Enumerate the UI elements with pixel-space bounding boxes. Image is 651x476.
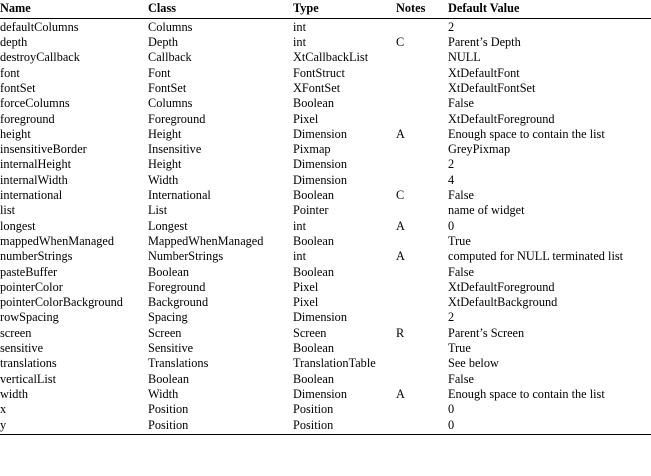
cell-type: XFontSet [293,80,341,95]
cell-default-value: 0 [448,417,651,434]
cell-default-value: 0 [448,402,455,417]
cell-class: MappedWhenManaged [148,233,264,248]
cell-name: rowSpacing [0,310,59,325]
cell-class: Columns [148,96,193,111]
cell-name: verticalList [0,371,56,386]
table-row [0,142,651,157]
table-row [0,19,651,35]
cell-type: Boolean [293,371,334,386]
cell-default-value: NULL [448,50,481,65]
table-row [0,50,651,65]
cell-default-value: False [448,188,474,203]
cell-name: forceColumns [0,96,70,111]
cell-name: width [0,386,29,401]
cell-default-value: XtDefaultFontSet [448,80,536,95]
cell-class: Depth [148,35,179,50]
cell-default-value: 2 [448,19,455,34]
cell-type: XtCallbackList [293,50,369,65]
cell-notes [396,142,448,157]
table-row [0,310,651,325]
table-row [0,233,651,248]
cell-name: destroyCallback [0,50,80,65]
cell-notes [396,157,448,172]
table-row [0,264,651,279]
cell-type: int [293,249,306,264]
cell-default-value: False [448,96,474,111]
cell-notes [396,19,448,35]
table-row [0,417,651,434]
cell-class: Width [148,386,179,401]
cell-type: Position [293,402,334,417]
cell-class: Insensitive [148,142,202,157]
cell-notes [396,233,448,248]
cell-default-value: 0 [448,218,455,233]
cell-type: int [293,35,306,50]
table-row [0,356,651,371]
cell-default-value: XtDefaultFont [448,65,520,80]
cell-type: Pixel [293,279,319,294]
table-row [0,341,651,356]
cell-default-value: Enough space to contain the list [448,386,605,401]
cell-type: Pixmap [293,142,331,157]
cell-default-value: 2 [448,310,455,325]
cell-type: FontStruct [293,65,345,80]
table-row [0,65,651,80]
cell-class: Position [148,417,293,434]
cell-name: translations [0,356,57,371]
cell-notes: R [396,325,405,340]
table-body [0,19,651,435]
cell-class: Foreground [148,279,206,294]
cell-type: TranslationTable [293,356,376,371]
cell-type: Screen [293,325,327,340]
cell-default-value: 4 [448,172,455,187]
table-row [0,249,651,264]
cell-notes [396,279,448,294]
cell-type: int [293,19,306,34]
cell-notes: C [396,35,405,50]
cell-class: Spacing [148,310,188,325]
cell-notes: A [396,386,405,401]
cell-default-value: True [448,341,471,356]
cell-notes: A [396,126,405,141]
cell-name: numberStrings [0,249,73,264]
cell-default-value: GreyPixmap [448,142,511,157]
cell-class: Width [148,172,179,187]
table-row [0,111,651,126]
cell-notes [396,96,448,111]
cell-class: Height [148,126,182,141]
cell-type: Pointer [293,203,329,218]
cell-default-value: False [448,371,474,386]
cell-name: internalWidth [0,172,68,187]
cell-type: Dimension [293,157,347,172]
cell-name: pasteBuffer [0,264,58,279]
table-row [0,295,651,310]
cell-name: pointerColorBackground [0,295,123,310]
cell-notes [396,310,448,325]
cell-name: y [0,417,148,434]
column-header-name: Name [0,0,148,19]
cell-default-value: XtDefaultForeground [448,111,555,126]
table-row [0,279,651,294]
cell-name: height [0,126,31,141]
cell-name: font [0,65,20,80]
cell-class: List [148,203,168,218]
cell-class: NumberStrings [148,249,224,264]
table-row [0,35,651,50]
table-row [0,188,651,203]
cell-notes [396,402,448,417]
cell-class: Position [148,402,189,417]
cell-default-value: XtDefaultForeground [448,279,555,294]
cell-default-value: See below [448,356,499,371]
table-row [0,126,651,141]
cell-default-value: computed for NULL terminated list [448,249,624,264]
cell-notes [396,80,448,95]
table-row [0,96,651,111]
cell-name: international [0,188,63,203]
cell-notes [396,295,448,310]
cell-notes [396,341,448,356]
cell-name: defaultColumns [0,19,79,34]
cell-class: FontSet [148,80,187,95]
cell-default-value: Parent’s Screen [448,325,525,340]
table-row [0,402,651,417]
cell-type: int [293,218,306,233]
cell-type: Dimension [293,126,347,141]
cell-class: Longest [148,218,188,233]
cell-class: Boolean [148,371,189,386]
cell-type: Dimension [293,310,347,325]
cell-notes [396,172,448,187]
cell-class: Boolean [148,264,189,279]
cell-notes [396,264,448,279]
cell-name: foreground [0,111,55,126]
column-header-notes: Notes [396,0,448,19]
cell-class: Sensitive [148,341,194,356]
cell-notes [396,356,448,371]
cell-notes: C [396,188,405,203]
table-row [0,172,651,187]
cell-type: Boolean [293,264,334,279]
table-header [0,0,651,19]
cell-name: depth [0,35,28,50]
column-header-default-value: Default Value [448,0,651,19]
cell-default-value: name of widget [448,203,525,218]
cell-notes: A [396,218,405,233]
cell-default-value: Enough space to contain the list [448,126,605,141]
cell-default-value: 2 [448,157,455,172]
cell-notes: A [396,249,405,264]
table-row [0,80,651,95]
cell-notes [396,111,448,126]
cell-notes [396,203,448,218]
cell-type: Dimension [293,172,347,187]
table-row [0,386,651,401]
cell-type: Pixel [293,295,319,310]
cell-notes [396,50,448,65]
cell-name: longest [0,218,36,233]
cell-class: Font [148,65,171,80]
cell-default-value: XtDefaultBackground [448,295,558,310]
cell-class: International [148,188,211,203]
cell-type: Pixel [293,111,319,126]
cell-notes [396,417,448,434]
cell-type: Dimension [293,386,347,401]
cell-name: insensitiveBorder [0,142,87,157]
cell-name: sensitive [0,341,44,356]
table-row [0,203,651,218]
table-row [0,218,651,233]
cell-name: list [0,203,16,218]
cell-class: Foreground [148,111,206,126]
cell-notes [396,371,448,386]
cell-type: Boolean [293,188,334,203]
cell-name: pointerColor [0,279,63,294]
cell-default-value: False [448,264,474,279]
cell-name: internalHeight [0,157,72,172]
cell-class: Translations [148,356,209,371]
column-header-class: Class [148,0,293,19]
cell-class: Background [148,295,209,310]
table-row [0,157,651,172]
cell-notes [396,65,448,80]
cell-class: Callback [148,50,192,65]
cell-type: Position [293,417,396,434]
cell-name: x [0,402,7,417]
cell-type: Boolean [293,341,334,356]
column-header-type: Type [293,0,396,19]
cell-name: screen [0,325,32,340]
cell-name: fontSet [0,80,36,95]
cell-type: Boolean [293,96,334,111]
table-row [0,325,651,340]
cell-class: Screen [148,325,182,340]
cell-class: Height [148,157,182,172]
cell-name: mappedWhenManaged [0,233,115,248]
cell-default-value: Parent’s Depth [448,35,521,50]
table-row [0,371,651,386]
cell-default-value: True [448,233,471,248]
cell-class: Columns [148,19,193,34]
cell-type: Boolean [293,233,334,248]
